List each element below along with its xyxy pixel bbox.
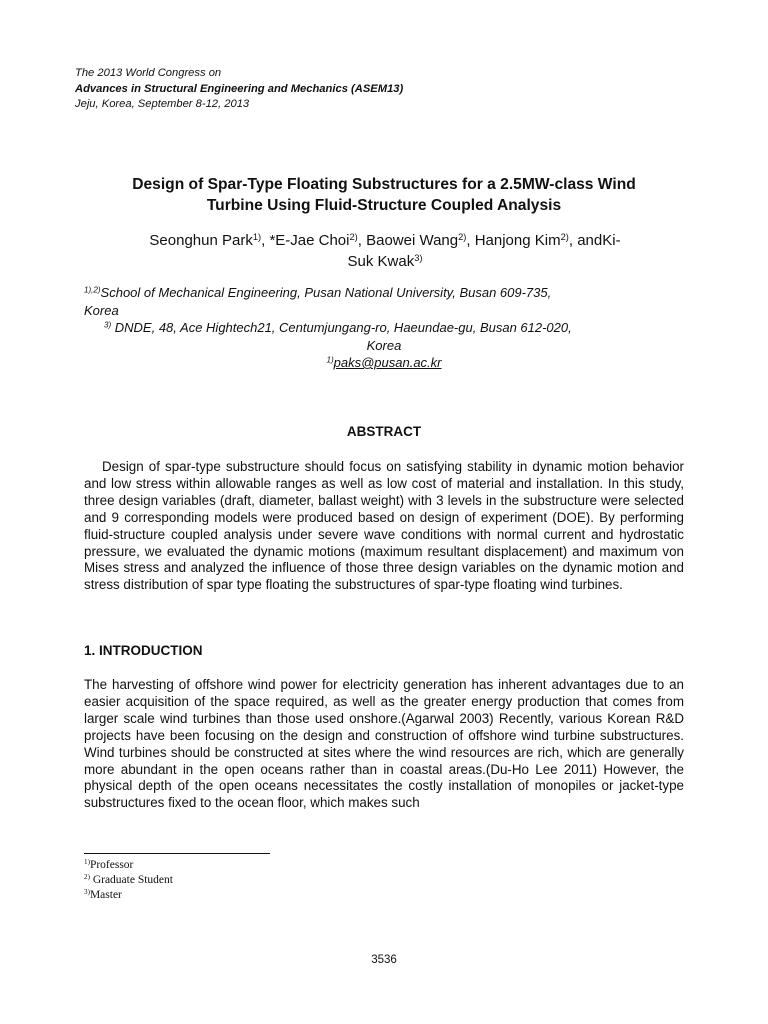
conference-name: The 2013 World Congress on xyxy=(75,67,222,79)
footnote-mark: 2) xyxy=(84,873,90,882)
author-affiliation-mark: 1) xyxy=(252,231,262,242)
email-link[interactable]: paks@pusan.ac.kr xyxy=(333,355,442,370)
author-affiliation-mark: 2) xyxy=(458,231,467,242)
author-name: , andKi- xyxy=(568,232,621,249)
footnote-mark: 1) xyxy=(84,858,90,867)
author-name: , Baowei Wang xyxy=(357,232,459,249)
abstract-heading: ABSTRACT xyxy=(346,424,422,439)
affiliations xyxy=(84,284,684,372)
author-list xyxy=(80,230,690,272)
paper-title xyxy=(70,174,698,216)
footnote-text: Master xyxy=(89,889,122,901)
paper-title-line-2: Turbine Using Fluid-Structure Coupled Analysis xyxy=(206,197,562,214)
affiliation-1-country: Korea xyxy=(84,302,119,318)
contact-email xyxy=(84,354,684,372)
author-name: , *E-Jae Choi xyxy=(261,232,350,249)
paper-title-line-1: Design of Spar-Type Floating Substructures for a 2.5MW-class Wind xyxy=(132,176,636,193)
conference-header xyxy=(75,66,403,113)
conference-location-date: Jeju, Korea, September 8-12, 2013 xyxy=(75,98,250,110)
author-name: , Hanjong Kim xyxy=(466,232,561,249)
footnote-divider xyxy=(84,853,270,854)
abstract-text: Design of spar-type substructure should focus on satisfying stability in dynamic motion behavior and low stress within allowable ranges as well as low cost of material and installation. In this study, three design variables (draft, diameter, ballast weight) with 3 levels in the substructure were selected and 9 corresponding models were produced based on design of experiment (DOE). By performing fluid-structure coupled analysis under severe wave conditions with normal current and hydrostatic pressure, we evaluated the dynamic motions (maximum resultant displacement) and maximum von Mises stress and analyzed the influence of those three design variables on the dynamic motion and stress distribution of spar type floating the substructures of spar-type floating wind turbines. xyxy=(84,459,684,593)
affiliation-2 xyxy=(84,319,684,337)
footnote xyxy=(84,888,173,903)
footnote-mark: 3) xyxy=(84,888,90,897)
email-mark: 1) xyxy=(326,355,334,365)
author-name: Seonghun Park xyxy=(149,232,253,249)
author-affiliation-mark: 3) xyxy=(414,252,423,263)
author-name: Suk Kwak xyxy=(347,253,415,270)
conference-subtitle: Advances in Structural Engineering and Mechanics (ASEM13) xyxy=(75,82,404,95)
affiliation-2-country: Korea xyxy=(366,337,402,353)
affiliation-mark: 1),2) xyxy=(84,285,101,295)
author-affiliation-mark: 2) xyxy=(349,231,358,242)
affiliation-text: School of Mechanical Engineering, Pusan National University, Busan 609-735, xyxy=(100,285,552,300)
footnote xyxy=(84,858,173,873)
affiliation-mark: 3) xyxy=(104,320,112,330)
affiliation-1 xyxy=(84,284,684,302)
footnote-text: Professor xyxy=(89,859,134,871)
affiliation-text: DNDE, 48, Ace Hightech21, Centumjungang-ro, Haeundae-gu, Busan 612-020, xyxy=(111,320,572,335)
author-affiliation-mark: 2) xyxy=(560,231,569,242)
introduction-text: The harvesting of offshore wind power for electricity generation has inherent advantages due to an easier acquisition of the space required, as well as the greater energy production that comes from larger scale wind turbines than those used onshore.(Agarwal 2003) Recently, various Korean R&D projects have been focusing on the design and construction of offshore wind turbine substructures. Wind turbines should be constructed at sites where the wind resources are rich, which are generally more abundant in the open oceans rather than in coastal areas.(Du-Ho Lee 2011) However, the physical depth of the open oceans necessitates the costly installation of monopiles or jacket-type substructures fixed to the ocean floor, which makes such xyxy=(84,677,684,811)
footnote xyxy=(84,873,173,888)
footnote-text: Graduate Student xyxy=(89,874,173,886)
footnotes xyxy=(84,858,173,903)
page-number: 3536 xyxy=(371,954,397,966)
section-heading-introduction: 1. INTRODUCTION xyxy=(84,643,203,658)
